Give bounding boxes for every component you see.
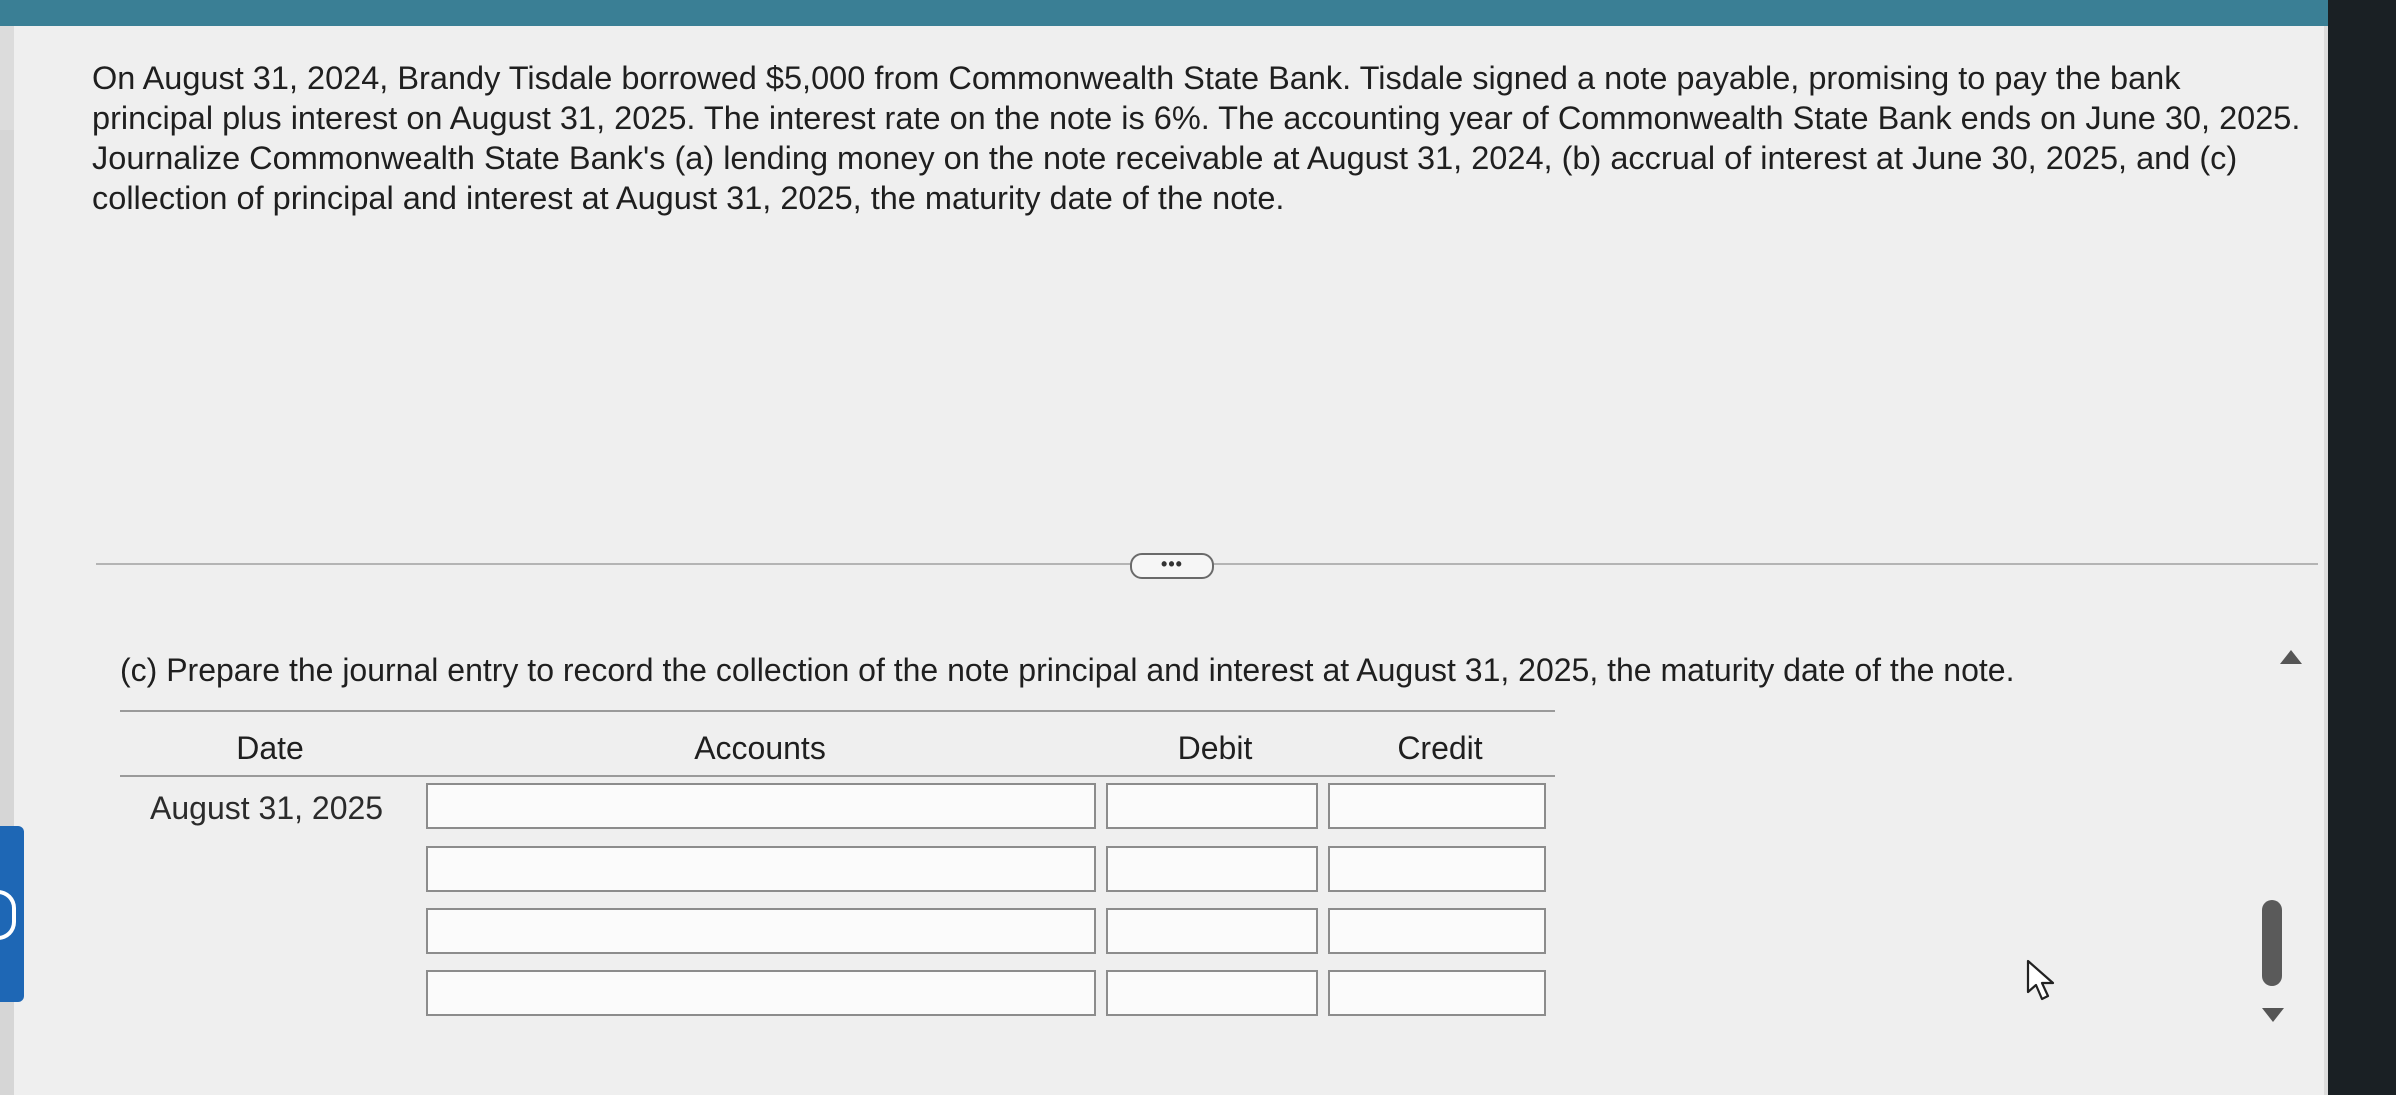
debit-input-row-1[interactable] [1106, 783, 1318, 829]
column-header-debit: Debit [1177, 730, 1253, 766]
column-header-credit: Credit [1397, 730, 1483, 766]
account-input-row-2[interactable] [426, 846, 1096, 892]
entry-date: August 31, 2025 [150, 790, 384, 826]
credit-input-row-4[interactable] [1328, 970, 1546, 1016]
credit-input-row-3[interactable] [1328, 908, 1546, 954]
part-c-instruction: (c) Prepare the journal entry to record the collection of the note principal and interest at August 31, 2025, the maturity date of the note. [120, 652, 2015, 688]
expand-more-button[interactable]: ••• [1130, 553, 1214, 579]
account-input-row-4[interactable] [426, 970, 1096, 1016]
table-header-rule [120, 775, 1555, 777]
right-bezel [2328, 0, 2396, 1095]
triangle-down-icon[interactable] [2262, 1008, 2284, 1022]
table-top-rule [120, 710, 1555, 712]
debit-input-row-2[interactable] [1106, 846, 1318, 892]
triangle-up-icon[interactable] [2280, 650, 2302, 664]
account-input-row-1[interactable] [426, 783, 1096, 829]
credit-input-row-2[interactable] [1328, 846, 1546, 892]
account-input-row-3[interactable] [426, 908, 1096, 954]
credit-input-row-1[interactable] [1328, 783, 1546, 829]
debit-input-row-4[interactable] [1106, 970, 1318, 1016]
problem-statement: On August 31, 2024, Brandy Tisdale borrowed $5,000 from Commonwealth State Bank. Tisdale signed a note payable, promising to pay the bank principal plus interest on August 31, 2025. The interest rate on the note is 6%. The accounting year of Commonwealth State Bank ends on June 30, 2025. Journalize Commonwealth State Bank's (a) lending money on the note receivable at August 31, 2024, (b) accrual of interest at June 30, 2025, and (c) collection of principal and interest at August 31, 2025, the maturity date of the note. [92, 60, 2301, 216]
debit-input-row-3[interactable] [1106, 908, 1318, 954]
column-header-date: Date [236, 730, 304, 766]
mouse-pointer-icon [2024, 958, 2064, 1004]
column-header-accounts: Accounts [694, 730, 826, 766]
scrollbar-thumb[interactable] [2262, 900, 2282, 986]
